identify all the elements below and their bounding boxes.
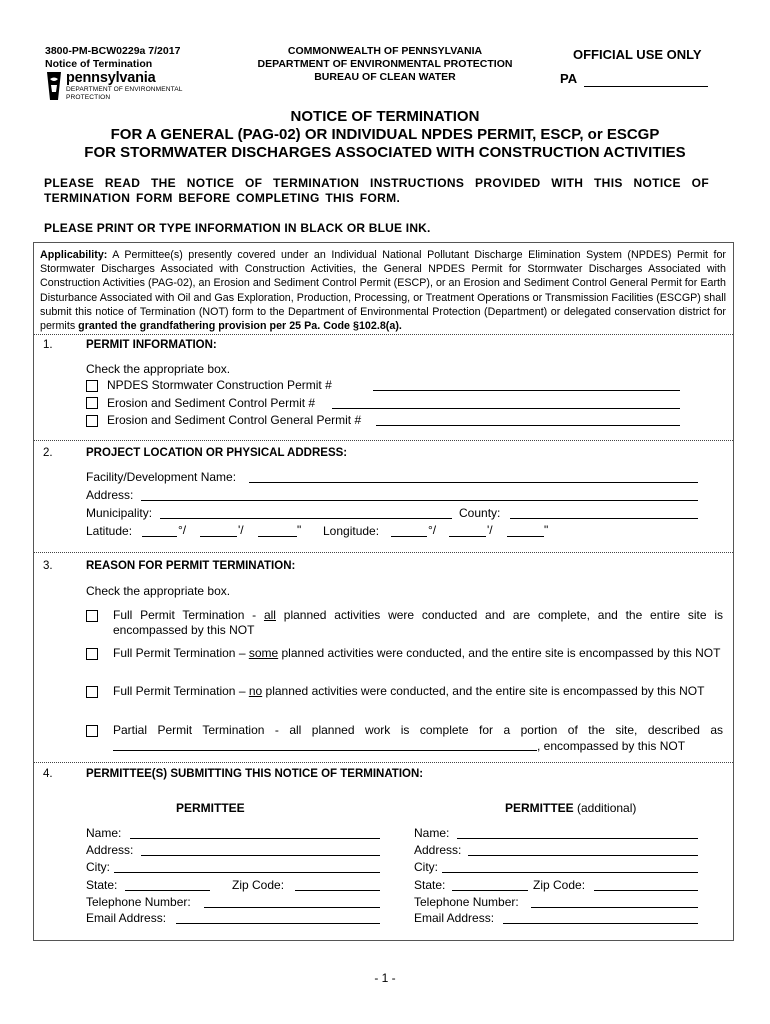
opt2-suffix: planned activities were conducted, and the entire site is encompassed by this NOT — [278, 646, 721, 660]
permittee-email-label: Email Address: — [86, 911, 167, 925]
add-permittee-name-field[interactable] — [457, 838, 698, 839]
permittee-zip-field[interactable] — [295, 890, 380, 891]
section1-number: 1. — [43, 339, 53, 351]
permittee-phone-field[interactable] — [204, 907, 380, 908]
full-termination-some-checkbox[interactable] — [86, 648, 98, 660]
add-permittee-email-field[interactable] — [503, 923, 698, 924]
logo-dept-line1: DEPARTMENT OF ENVIRONMENTAL — [66, 86, 183, 93]
applicability-text — [40, 248, 726, 333]
longitude-seconds-field[interactable] — [507, 536, 544, 537]
full-termination-all-label — [113, 608, 723, 638]
full-termination-none-checkbox[interactable] — [86, 686, 98, 698]
agency-line3: BUREAU OF CLEAN WATER — [314, 71, 456, 83]
lon-deg-mark: °/ — [428, 523, 437, 537]
es-general-permit-checkbox[interactable] — [86, 415, 98, 427]
section3-title: REASON FOR PERMIT TERMINATION: — [86, 560, 296, 572]
es-general-permit-label: Erosion and Sediment Control General Permit # — [107, 413, 362, 427]
section1-title: PERMIT INFORMATION: — [86, 339, 217, 351]
add-permittee-state-label: State: — [414, 878, 446, 892]
logo-name: pennsylvania — [66, 70, 156, 86]
applicability-label: Applicability: — [40, 249, 108, 261]
pa-logo — [44, 70, 204, 106]
opt3-emphasis: no — [248, 684, 263, 698]
partial-termination-checkbox[interactable] — [86, 725, 98, 737]
opt3-prefix: Full Permit Termination – — [113, 684, 249, 698]
partial-termination-label: Partial Permit Termination - all planned work is complete for a portion of the site, described as — [113, 723, 723, 737]
lat-deg-mark: °/ — [178, 523, 187, 537]
county-field[interactable] — [510, 518, 698, 519]
section3-number: 3. — [43, 560, 53, 572]
county-label: County: — [459, 506, 501, 520]
opt1-emphasis: all — [263, 608, 276, 622]
full-termination-some-label — [113, 646, 723, 661]
section-divider — [34, 762, 733, 763]
add-permittee-zip-label: Zip Code: — [533, 878, 586, 892]
latitude-seconds-field[interactable] — [258, 536, 297, 537]
applicability-body: A Permittee(s) presently covered under an Individual National Pollutant Discharge Elimination System (NPDES) Permit for Stormwater Discharges Associated with Construction Activities, the General NPDES Permit for Stormwater Discharges Associated with Construction Activities (PAG-02), an Erosion and Sediment Control Permit (ESCP), or an Erosion and Sediment Control General Permit for Earth Disturbance Associated with Oil and Gas Exploration, Production, Processing, or Treatment Operations or Transmission Facilities (ESCGP) shall submit this notice of Termination (NOT) form to the Department of Environmental Protection (Department) or delegated conservation district for permits — [40, 249, 726, 333]
add-permittee-zip-field[interactable] — [594, 890, 698, 891]
es-permit-label: Erosion and Sediment Control Permit # — [107, 396, 316, 410]
section-divider — [34, 552, 733, 553]
form-code-block — [45, 45, 180, 71]
permittee-state-label: State: — [86, 878, 118, 892]
additional-permittee-note: (additional) — [573, 801, 637, 815]
lat-sec-mark: " — [297, 523, 302, 537]
add-permittee-name-label: Name: — [414, 826, 450, 840]
opt3-suffix: planned activities were conducted, and the entire site is encompassed by this NOT — [262, 684, 705, 698]
title-line2: FOR A GENERAL (PAG-02) OR INDIVIDUAL NPDES PERMIT, ESCP, or ESCGP — [110, 126, 660, 143]
form-code: 3800-PM-BCW0229a 7/2017 — [45, 45, 181, 57]
official-use-label: OFFICIAL USE ONLY — [573, 47, 702, 62]
latitude-label: Latitude: — [86, 524, 133, 538]
ink-notice: PLEASE PRINT OR TYPE INFORMATION IN BLACK OR BLUE INK. — [44, 221, 431, 235]
applicability-bold-tail: granted the grandfathering provision per 25 Pa. Code §102.8(a). — [78, 320, 402, 333]
permittee-zip-label: Zip Code: — [232, 878, 285, 892]
latitude-degrees-field[interactable] — [142, 536, 177, 537]
es-general-permit-number-field[interactable] — [376, 425, 680, 426]
add-permittee-email-label: Email Address: — [414, 911, 495, 925]
project-address-label: Address: — [86, 488, 134, 502]
npdes-permit-number-field[interactable] — [373, 390, 680, 391]
permittee-name-label: Name: — [86, 826, 122, 840]
page-number: - 1 - — [374, 971, 396, 985]
lon-sec-mark: " — [544, 523, 549, 537]
lon-min-mark: '/ — [487, 523, 493, 537]
permittee-name-field[interactable] — [130, 838, 380, 839]
municipality-field[interactable] — [160, 518, 452, 519]
npdes-permit-checkbox[interactable] — [86, 380, 98, 392]
additional-permittee-heading — [505, 801, 636, 815]
facility-name-field[interactable] — [249, 482, 698, 483]
permittee-email-field[interactable] — [176, 923, 380, 924]
form-title — [0, 108, 770, 162]
title-line1: NOTICE OF TERMINATION — [290, 108, 480, 125]
opt1-prefix: Full Permit Termination - — [113, 608, 264, 622]
permittee-city-label: City: — [86, 860, 110, 874]
opt1-suffix: planned activities were conducted and are complete, and the entire site is encompassed by this NOT — [113, 608, 723, 637]
full-termination-none-label — [113, 684, 723, 699]
section3-instruction: Check the appropriate box. — [86, 584, 231, 598]
section-divider — [34, 440, 733, 441]
permittee-city-field[interactable] — [114, 872, 380, 873]
longitude-label: Longitude: — [323, 524, 380, 538]
add-permittee-phone-field[interactable] — [531, 907, 698, 908]
section4-number: 4. — [43, 768, 53, 780]
opt2-prefix: Full Permit Termination – — [113, 646, 249, 660]
facility-name-label: Facility/Development Name: — [86, 470, 237, 484]
logo-department — [66, 86, 183, 101]
agency-line1: COMMONWEALTH OF PENNSYLVANIA — [287, 45, 483, 57]
logo-dept-line2: PROTECTION — [66, 93, 111, 101]
title-line3: FOR STORMWATER DISCHARGES ASSOCIATED WITH CONSTRUCTION ACTIVITIES — [84, 144, 686, 161]
project-address-field[interactable] — [141, 500, 698, 501]
lat-min-mark: '/ — [238, 523, 244, 537]
section4-title: PERMITTEE(S) SUBMITTING THIS NOTICE OF TERMINATION: — [86, 768, 424, 780]
npdes-permit-label: NPDES Stormwater Construction Permit # — [107, 378, 332, 392]
add-permittee-address-label: Address: — [414, 843, 462, 857]
add-permittee-city-field[interactable] — [442, 872, 698, 873]
es-permit-number-field[interactable] — [332, 408, 680, 409]
pa-number-field[interactable] — [584, 86, 708, 87]
permittee-heading: PERMITTEE — [176, 801, 245, 815]
pa-label: PA — [560, 71, 578, 86]
form-name: Notice of Termination — [45, 58, 153, 70]
agency-line2: DEPARTMENT OF ENVIRONMENTAL PROTECTION — [257, 58, 513, 70]
partial-termination-tail: , encompassed by this NOT — [537, 739, 686, 753]
partial-site-description-field[interactable] — [113, 750, 537, 751]
municipality-label: Municipality: — [86, 506, 153, 520]
section-divider — [34, 334, 733, 335]
add-permittee-phone-label: Telephone Number: — [414, 895, 519, 909]
permittee-state-field[interactable] — [125, 890, 210, 891]
section1-instruction: Check the appropriate box. — [86, 362, 231, 376]
es-permit-checkbox[interactable] — [86, 397, 98, 409]
section2-number: 2. — [43, 447, 53, 459]
latitude-minutes-field[interactable] — [200, 536, 237, 537]
full-termination-all-checkbox[interactable] — [86, 610, 98, 622]
add-permittee-address-field[interactable] — [468, 855, 698, 856]
add-permittee-state-field[interactable] — [452, 890, 528, 891]
permittee-address-label: Address: — [86, 843, 134, 857]
permittee-phone-label: Telephone Number: — [86, 895, 191, 909]
agency-block — [255, 45, 515, 84]
section2-title: PROJECT LOCATION OR PHYSICAL ADDRESS: — [86, 447, 348, 459]
longitude-minutes-field[interactable] — [449, 536, 486, 537]
permittee-address-field[interactable] — [141, 855, 380, 856]
read-instructions-notice: PLEASE READ THE NOTICE OF TERMINATION INSTRUCTIONS PROVIDED WITH THIS NOTICE OF TERMINATION FORM BEFORE COMPLETING THIS FORM. — [44, 176, 709, 205]
keystone-icon — [44, 70, 64, 104]
additional-permittee-title: PERMITTEE — [505, 801, 574, 815]
opt2-emphasis: some — [248, 646, 279, 660]
add-permittee-city-label: City: — [414, 860, 438, 874]
longitude-degrees-field[interactable] — [391, 536, 427, 537]
